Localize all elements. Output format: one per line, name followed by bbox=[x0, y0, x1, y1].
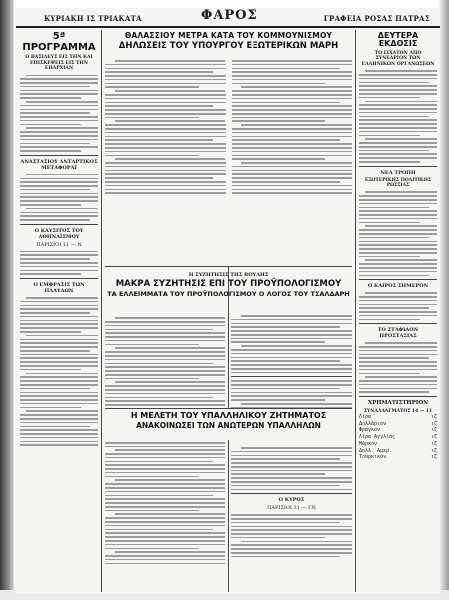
right-subhead: ΤΟ ΙΣΧΑΤΟΝ ΑΠΟ ΣΥΝΕΔΡΙΟΝ ΤΩΝ ΕΛΛΗΝΙΚΩΝ ΟΡΓΑΝΩΣΕΩΝ bbox=[361, 50, 435, 67]
center-low-body-left bbox=[105, 447, 225, 593]
right-section2-title: ΝΕΑ ΤΡΟΠΗ bbox=[380, 169, 416, 176]
right-section3-title: Ο ΚΑΙΡΟΣ ΣΗΜΕΡΟΝ bbox=[367, 283, 429, 290]
right-section2-sub: ΕΞΩΤΕΡΙΚΗΣ ΠΟΛΙΤΙΚΗΣ ΡΩΣΣΙΑΣ bbox=[364, 177, 432, 189]
scan-shadow-right bbox=[439, 0, 449, 600]
market-row-value: ιζ bbox=[430, 454, 437, 461]
column-rule bbox=[101, 30, 102, 592]
market-row-label: Φράγκον bbox=[359, 427, 381, 434]
masthead bbox=[16, 8, 440, 28]
center-low-box-sub: ΠΑΡΙΣΙΟΙ 11 — ΓΝ bbox=[267, 505, 316, 512]
market-title: ΧΡΗΜΑΤΙΣΤΗΡΙΟΝ bbox=[367, 400, 429, 406]
masthead-title: ΦΑΡΟΣ bbox=[201, 8, 258, 23]
market-row bbox=[359, 434, 437, 441]
market-row-label: Τουρκικόν bbox=[359, 454, 387, 461]
center-mid-headline2: ΤΑ ΕΛΛΕΙΜΜΑΤΑ ΤΟΥ ΠΡΟΫΠΟΛΟΓΙΣΜΟΥ Ο ΛΟΓΟΣ ΤΟΥ ΤΣΑΛΔΑΡΗ bbox=[107, 289, 350, 298]
market-row-label: Δολλ. Αμερ. bbox=[359, 447, 393, 454]
center-top-headline: ΘΑΛΑΣΣΙΟΥ ΜΕΤΡΑ ΚΑΤΑ ΤΟΥ ΚΟΜΜΟΥΝΙΣΜΟΥ bbox=[124, 32, 333, 40]
left-section3-title: Ο ΚΑΥΣΙΤΟΣ ΤΟΥ ΑΘΗΝΑΪΣΜΟΥ bbox=[34, 227, 84, 240]
left-subhead: Ο ΒΑΣΙΛΕΥΣ ΕΙΣ ΤΗΝ ΚΑΙ ΕΠΙΣΚΕΨΕΙΣ ΕΙΣ ΤΗΝ ΕΠΑΡΧΙΑΝ bbox=[25, 55, 93, 71]
left-section2-title: ΑΝΑΣΤΑΣΙΟΥ ΑΝΤΑΡΤΙΚΟΣ ΜΕΤΑΦΟΡΑΙ bbox=[20, 158, 98, 171]
right-headline: ΔΕΥΤΕΡΑ ΕΚΔΟΣΙΣ bbox=[377, 32, 419, 49]
left-section4-title: Ο ΕΜΦΡΑΣΙΣ ΤΩΝ ΠΛΑΥΔΩΝ bbox=[33, 281, 85, 294]
center-low-header bbox=[105, 408, 352, 440]
center-low-body-right bbox=[231, 444, 352, 590]
left-section3-body bbox=[20, 251, 98, 275]
left-column bbox=[20, 32, 98, 590]
market-row bbox=[359, 454, 437, 461]
market-row-value: ιζ bbox=[430, 413, 437, 420]
center-divider bbox=[105, 266, 352, 267]
market-table bbox=[359, 414, 437, 461]
center-low-headline: Η ΜΕΛΕΤΗ ΤΟΥ ΥΠΑΛΛΗΛΙΚΟΥ ΖΗΤΗΜΑΤΟΣ bbox=[130, 411, 327, 420]
right-column bbox=[359, 32, 437, 590]
market-row-label: Λίρα bbox=[359, 413, 372, 420]
masthead-right: ΓΡΑΦΕΙΑ ΡΟΣΑΣ ΠΑΤΡΑΣ bbox=[323, 14, 430, 23]
market-row-value: ιζ bbox=[430, 427, 437, 434]
right-section2-body bbox=[359, 191, 437, 276]
right-article-body bbox=[359, 70, 437, 162]
market-row-value: ιζ bbox=[430, 447, 437, 454]
center-top-body-col1 bbox=[105, 58, 226, 196]
market-row bbox=[359, 441, 437, 448]
right-section4-title: ΤΟ ΣΤΑΦΙΔΟΝ ΠΡΟΣΤΑΣΙΑΣ bbox=[377, 327, 419, 340]
left-section2-body bbox=[20, 174, 98, 221]
center-low-box-title: Ο ΚΥΡΟΣ bbox=[278, 497, 305, 504]
column-rule bbox=[355, 30, 356, 592]
market-row-value: ιζ bbox=[430, 420, 437, 427]
center-top-headline2: ΔΗΛΩΣΕΙΣ ΤΟΥ ΥΠΟΥΡΓΟΥ ΕΞΩΤΕΡΙΚΩΝ ΜΑΡΗ bbox=[118, 40, 339, 51]
scan-shadow-left bbox=[0, 0, 14, 600]
market-row-label: Δολλάριον bbox=[359, 420, 387, 427]
center-mid-header bbox=[105, 270, 352, 310]
right-section4-body bbox=[359, 342, 437, 393]
center-right-body-top bbox=[231, 315, 352, 373]
market-row-value: ιζ bbox=[430, 440, 437, 447]
newspaper-page bbox=[16, 8, 440, 594]
left-headline: 5ª ΠΡΟΓΡΑΜΜΑ bbox=[22, 32, 96, 53]
center-low-headline2: ΑΝΑΚΟΙΝΩΣΕΙ ΤΩΝ ΑΝΩΤΕΡΩΝ ΥΠΑΛΛΗΛΩΝ bbox=[136, 421, 321, 431]
right-section3-body bbox=[359, 292, 437, 320]
masthead-left: ΚΥΡΙΑΚΗ ΙΣ ΤΡΙΑΚΑΤΑ bbox=[44, 14, 142, 23]
center-mid-headline: ΜΑΚΡΑ ΣΥΖΗΤΗΣΙΣ ΕΠΙ ΤΟΥ ΠΡΟΫΠΟΛΟΓΙΣΜΟΥ bbox=[115, 279, 342, 289]
market-subtitle: ΣΥΝΑΛΛΑΓΜΑΤΟΣ 14 — 11 bbox=[363, 408, 433, 414]
left-article-body bbox=[20, 75, 98, 152]
center-top-body-col2 bbox=[232, 58, 353, 196]
market-row-label: Λίρα Αγγλίας bbox=[359, 434, 396, 441]
left-section3-sub: ΠΑΡΙΣΙΟΙ 11 — Ν bbox=[36, 241, 82, 248]
market-row bbox=[359, 414, 437, 421]
left-section4-body bbox=[20, 297, 98, 446]
center-top-article bbox=[105, 32, 352, 264]
center-mid-kicker: Η ΣΥΖΗΤΗΣΙΣ ΤΗΣ ΒΟΥΛΗΣ bbox=[188, 272, 269, 278]
market-row-label: Μάρκον bbox=[359, 440, 378, 447]
market-row-value: ιζ bbox=[430, 434, 437, 441]
